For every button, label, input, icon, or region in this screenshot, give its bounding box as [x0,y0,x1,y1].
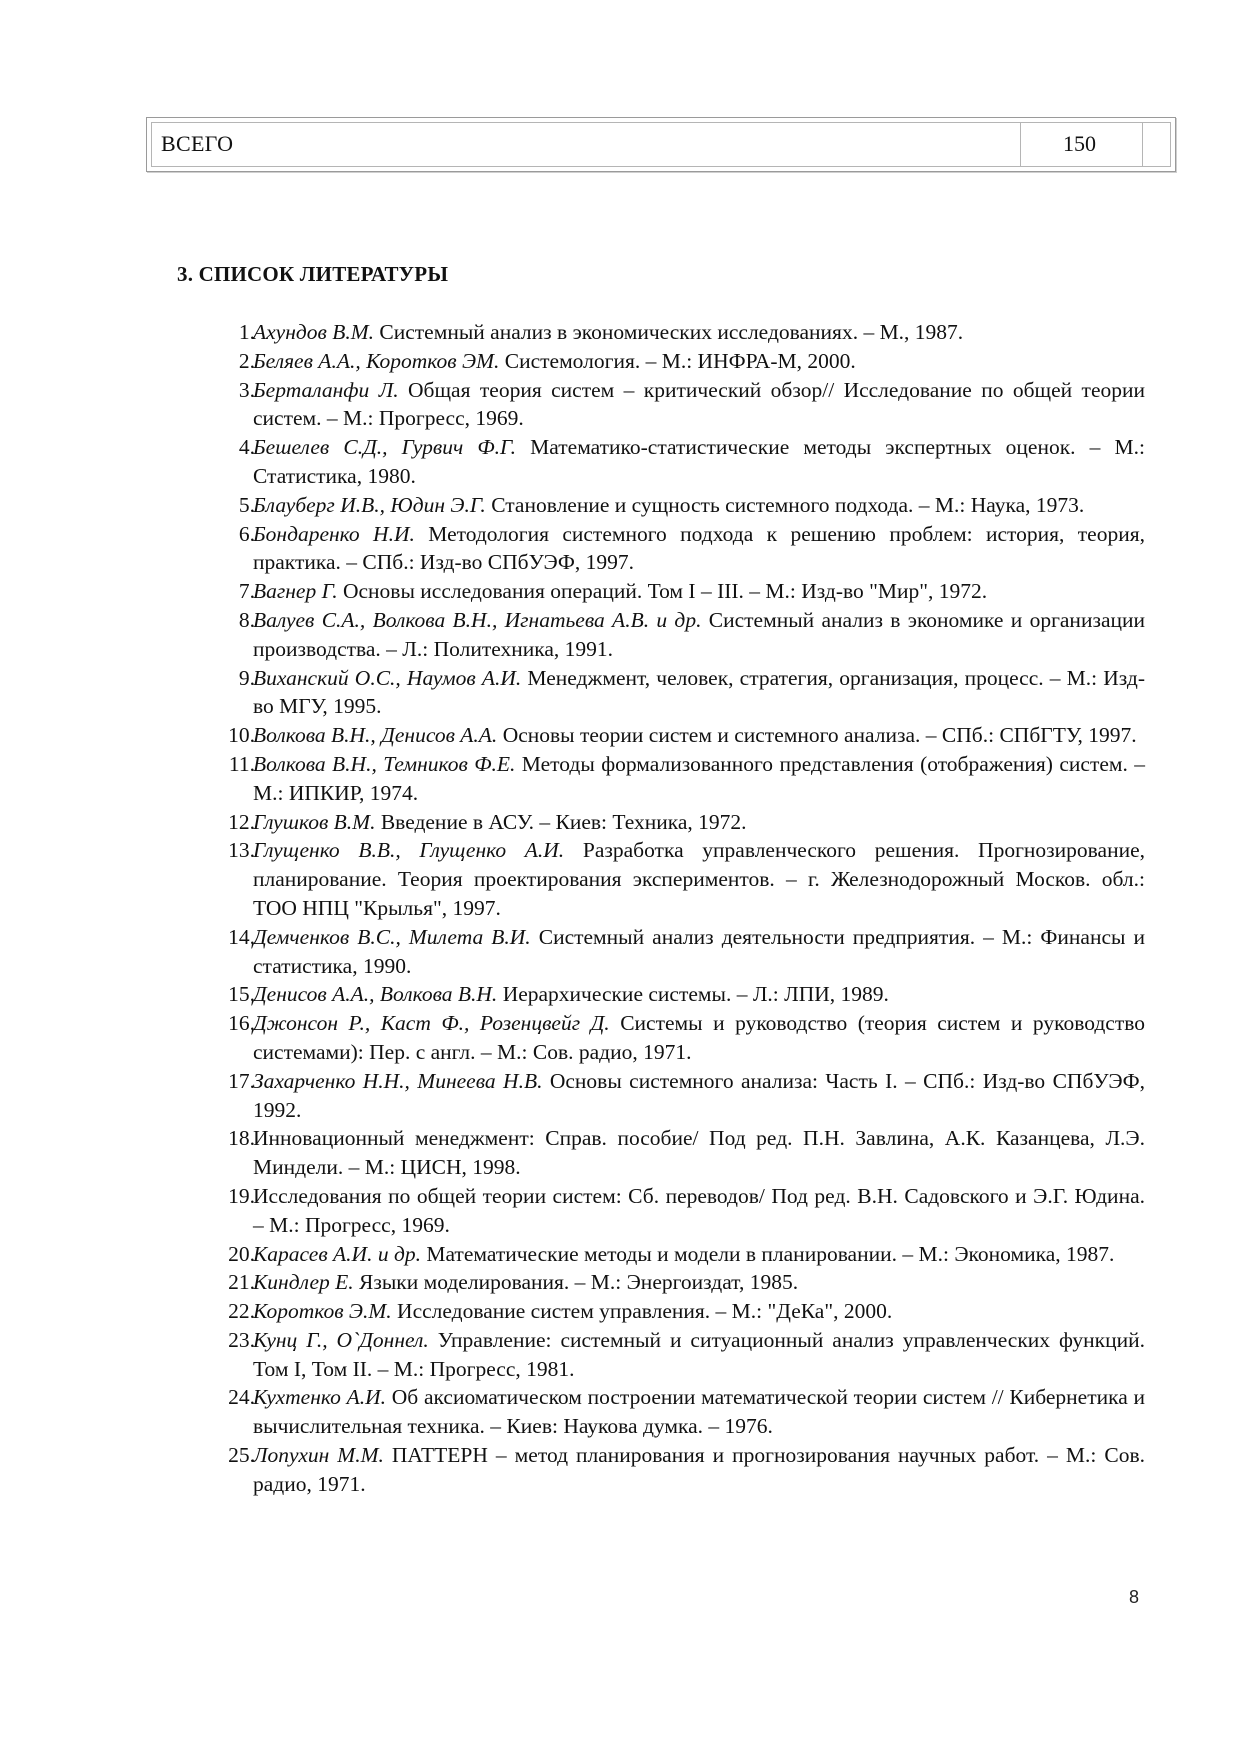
reference-number: 2. [238,348,255,373]
reference-number: 9. [238,665,255,690]
reference-item [0,606,1241,664]
reference-author: Кунц Г., О`Доннел. [253,1327,429,1352]
reference-text [253,520,1145,578]
reference-body: Системология. – М.: ИНФРА-М, 2000. [499,348,856,373]
reference-body: ПАТТЕРН – метод планирования и прогнозирования научных работ. – М.: Сов. радио, 1971. [253,1443,1145,1496]
reference-body: Об аксиоматическом построении математической теории систем // Кибернетика и вычислительная техника. – Киев: Наукова думка. – 1976. [253,1385,1146,1439]
reference-text [253,750,1145,808]
reference-item [0,923,1241,981]
reference-author: Виханский О.С., Наумов А.И. [253,665,522,690]
reference-text [253,1240,1145,1269]
reference-item [0,491,1241,520]
reference-item [0,1182,1241,1240]
reference-body: Основы системного анализа: Часть I. – СПб.: Изд-во СПбУЭФ, 1992. [253,1068,1145,1122]
reference-author: Лопухин М.М. [253,1443,384,1468]
reference-body: Математические методы и модели в планировании. – М.: Экономика, 1987. [420,1241,1115,1266]
reference-text [253,836,1145,922]
reference-body: Инновационный менеджмент: Справ. пособие/ Под ред. П.Н. Завлина, А.К. Казанцева, Л.Э. Миндели. – М.: ЦИСН, 1998. [253,1126,1145,1180]
reference-item [0,1240,1241,1269]
reference-item [0,836,1241,922]
reference-number: 24. [228,1385,255,1410]
reference-item [0,347,1241,376]
page-number: 8 [1129,1587,1140,1607]
reference-list [0,318,1241,1499]
reference-number: 20. [228,1241,255,1266]
reference-body: Методы формализованного представления (отображения) систем. – М.: ИПКИР, 1974. [253,751,1145,805]
reference-body: Системный анализ в экономических исследованиях. – М., 1987. [374,320,964,344]
reference-number: 17. [228,1068,255,1093]
reference-number: 16. [228,1011,255,1036]
reference-text [253,318,1145,347]
reference-text [253,376,1145,434]
reference-number: 7. [238,579,255,604]
reference-text [253,1182,1145,1240]
reference-author: Коротков Э.М. [253,1299,392,1324]
total-table [146,117,1176,172]
reference-text [253,433,1145,491]
reference-text [253,1441,1145,1499]
reference-body: Основы исследования операций. Том I – III. – М.: Изд-во "Мир", 1972. [337,579,988,604]
reference-number: 22. [228,1299,255,1324]
reference-number: 4. [238,435,255,460]
reference-text [253,721,1145,750]
reference-text [253,1009,1145,1067]
reference-author: Бондаренко Н.И. [253,521,415,546]
reference-number: 6. [238,521,255,546]
reference-text [253,1067,1145,1125]
reference-body: Языки моделирования. – М.: Энергоиздат, 1985. [353,1270,799,1295]
reference-number: 12. [228,809,255,834]
reference-number: 8. [238,607,255,632]
reference-body: Менеджмент, человек, стратегия, организация, процесс. – М.: Изд-во МГУ, 1995. [253,665,1145,719]
reference-item [0,1326,1241,1384]
reference-text [253,808,1145,837]
reference-item [0,1383,1241,1441]
reference-body: Введение в АСУ. – Киев: Техника, 1972. [375,809,747,834]
reference-body: Управление: системный и ситуационный анализ управленческих функций. Том I, Том II. – М.: Прогресс, 1981. [253,1327,1145,1381]
reference-author: Киндлер Е. [253,1270,354,1295]
reference-author: Берталанфи Л. [253,377,399,402]
reference-item [0,664,1241,722]
reference-author: Захарченко Н.Н., Минеева Н.В. [253,1068,543,1093]
reference-author: Глушков В.М. [253,809,376,834]
reference-body: Системный анализ в экономике и организации производства. – Л.: Политехника, 1991. [253,607,1146,661]
reference-author: Карасев А.И. и др. [253,1241,421,1266]
total-value: 150 [1063,131,1096,156]
reference-author: Бешелев С.Д., Гурвич Ф.Г. [253,435,517,460]
reference-author: Ахундов В.М. [253,320,375,344]
reference-item [0,750,1241,808]
reference-number: 10. [228,723,255,748]
reference-text [253,1124,1145,1182]
reference-number: 14. [228,924,255,949]
reference-item [0,1441,1241,1499]
reference-text [253,1268,1145,1297]
reference-item [0,1009,1241,1067]
reference-author: Кухтенко А.И. [253,1385,387,1410]
reference-number: 15. [228,982,255,1007]
reference-body: Исследования по общей теории систем: Сб. переводов/ Под ред. В.Н. Садовского и Э.Г. Юдина. – М.: Прогресс, 1969. [253,1183,1145,1237]
reference-text [253,1297,1145,1326]
reference-number: 1. [238,320,255,344]
total-label: ВСЕГО [161,131,234,156]
reference-item [0,1297,1241,1326]
reference-author: Вагнер Г. [253,579,338,604]
section-title: 3. СПИСОК ЛИТЕРАТУРЫ [177,262,449,286]
reference-text [253,606,1145,664]
reference-item [0,1067,1241,1125]
reference-body: Становление и сущность системного подхода. – М.: Наука, 1973. [485,492,1085,517]
reference-author: Демченков В.С., Милета В.И. [253,924,531,949]
reference-text [253,491,1145,520]
reference-author: Волкова В.Н., Темников Ф.Е. [253,751,516,776]
total-value-cell [1021,122,1143,167]
reference-author: Валуев С.А., Волкова В.Н., Игнатьева А.В. и др. [253,607,702,632]
reference-number: 13. [228,838,255,863]
reference-text [253,1326,1145,1384]
reference-body: Иерархические системы. – Л.: ЛПИ, 1989. [497,982,889,1007]
reference-author: Глущенко В.В., Глущенко А.И. [253,838,565,863]
reference-body: Системный анализ деятельности предприятия. – М.: Финансы и статистика, 1990. [253,924,1145,978]
reference-number: 18. [228,1126,255,1151]
reference-item [0,376,1241,434]
total-label-cell [151,122,1021,167]
reference-item [0,1268,1241,1297]
reference-body: Основы теории систем и системного анализа. – СПб.: СПбГТУ, 1997. [497,723,1137,748]
reference-author: Беляев А.А., Коротков ЭМ. [253,348,500,373]
reference-number: 25. [228,1443,255,1468]
reference-number: 5. [238,492,255,517]
reference-text [253,980,1145,1009]
reference-body: Исследование систем управления. – М.: "ДеКа", 2000. [391,1299,893,1324]
reference-text [253,347,1145,376]
reference-item [0,577,1241,606]
reference-item [0,1124,1241,1182]
reference-text [253,664,1145,722]
reference-text [253,577,1145,606]
reference-item [0,980,1241,1009]
reference-number: 21. [228,1270,255,1295]
reference-author: Волкова В.Н., Денисов А.А. [253,723,498,748]
reference-item [0,808,1241,837]
reference-item [0,318,1241,347]
reference-item [0,520,1241,578]
reference-body: Разработка управленческого решения. Прогнозирование, планирование. Теория проектирования экспериментов. – г. Железнодорожный Москов. обл.: ТОО НПЦ "Крылья", 1997. [253,838,1145,920]
reference-body: Общая теория систем – критический обзор// Исследование по общей теории систем. – М.: Прогресс, 1969. [253,377,1145,431]
reference-author: Блауберг И.В., Юдин Э.Г. [253,492,486,517]
reference-body: Системы и руководство (теория систем и руководство системами): Пер. с англ. – М.: Сов. радио, 1971. [253,1011,1145,1064]
reference-body: Методология системного подхода к решению проблем: история, теория, практика. – СПб.: Изд-во СПбУЭФ, 1997. [253,521,1145,575]
reference-number: 3. [238,377,255,402]
reference-item [0,433,1241,491]
reference-text [253,1383,1145,1441]
reference-author: Джонсон Р., Каст Ф., Розенцвейг Д. [253,1011,610,1036]
reference-number: 11. [228,751,255,776]
reference-number: 19. [228,1183,255,1208]
reference-author: Денисов А.А., Волкова В.Н. [253,982,498,1007]
reference-body: Математико-статистические методы экспертных оценок. – М.: Статистика, 1980. [253,435,1145,488]
reference-item [0,721,1241,750]
reference-number: 23. [228,1327,255,1352]
reference-text [253,923,1145,981]
